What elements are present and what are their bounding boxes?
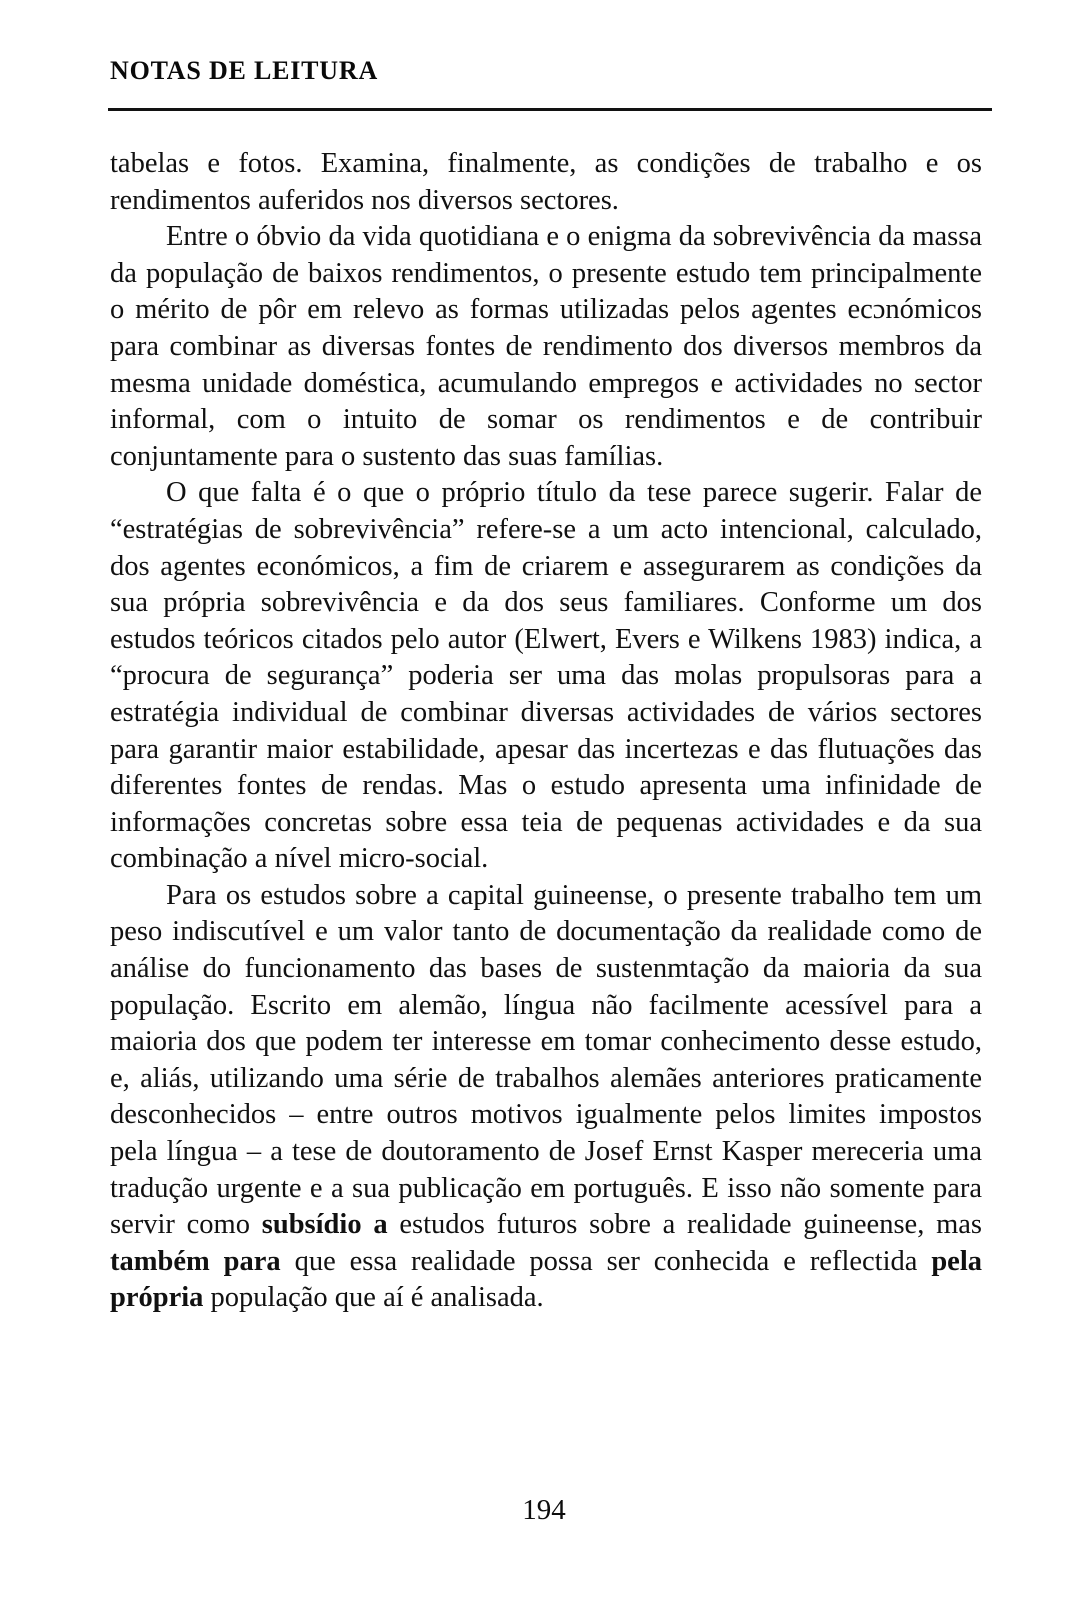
emphasis-pela-propria: pela própria	[110, 1245, 982, 1314]
page-number: 194	[522, 1494, 566, 1526]
running-header-title: NOTAS DE LEITURA	[110, 56, 379, 85]
paragraph-o-que-falta: O que falta é o que o próprio título da tese parece sugerir. Falar de “estratégias de sobrevivência” refere-se a um acto intencional, calculado, dos agentes económicos, a fim de criarem e assegurarem as condições da sua própria sobrevivência e da dos seus familiares. Conforme um dos estudos teóricos citados pelo autor (Elwert, Evers e Wilkens 1983) indica, a “procura de segurança” poderia ser uma das molas propulsoras para a estratégia individual de combinar diversas actividades de vários sectores para garantir maior estabilidade, apesar das incertezas e das flutuações das diferentes fontes de rendas. Mas o estudo apresenta uma infinidade de informações concretas sobre essa teia de pequenas actividades e da sua combinação a nível micro-social.	[110, 477, 982, 875]
body-text-block	[110, 146, 982, 1317]
paragraph-mid-text-1: estudos futuros sobre a realidade guineense, mas	[387, 1209, 982, 1241]
running-header	[110, 58, 990, 84]
emphasis-tambem-para: também para	[110, 1245, 281, 1277]
paragraph-lead-text: Para os estudos sobre a capital guineense, o presente trabalho tem um peso indiscutível e um valor tanto de documentação da realidade como de análise do funcionamento das bases de sustenmtação da maioria da sua população. Escrito em alemão, língua não facilmente acessível para a maioria dos que podem ter interesse em tomar conhecimento desse estudo, e, aliás, utilizando uma série de trabalhos alemães anteriores praticamente desconhecidos – entre outros motivos igualmente pelos limites impostos pela língua – a tese de doutoramento de Josef Ernst Kasper mereceria uma tradução urgente e a sua publicação em português. E isso não somente para servir como	[110, 879, 982, 1241]
paragraph-entre-o-obvio: Entre o óbvio da vida quotidiana e o enigma da sobrevivência da massa da população de baixos rendimentos, o presente estudo tem principalmente o mérito de pôr em relevo as formas utilizadas pelos agentes ecɔnómicos para combinar as diversas fontes de rendimento dos diversos membros da mesma unidade doméstica, acumulando empregos e actividades no sector informal, com o intuito de somar os rendimentos e de contribuir conjuntamente para o sustento das suas famílias.	[110, 221, 982, 472]
paragraph-mid-text-2: que essa realidade possa ser conhecida e reflectida	[280, 1245, 932, 1277]
paragraph-para-os-estudos	[110, 878, 982, 1317]
header-divider-rule	[108, 108, 992, 111]
emphasis-subsidio: subsídio a	[261, 1209, 388, 1241]
paragraph-continued: tabelas e fotos. Examina, finalmente, as condições de trabalho e os rendimentos auferidos nos diversos sectores.	[110, 148, 982, 216]
paragraph-tail-text: população que aí é analisada.	[203, 1282, 544, 1314]
